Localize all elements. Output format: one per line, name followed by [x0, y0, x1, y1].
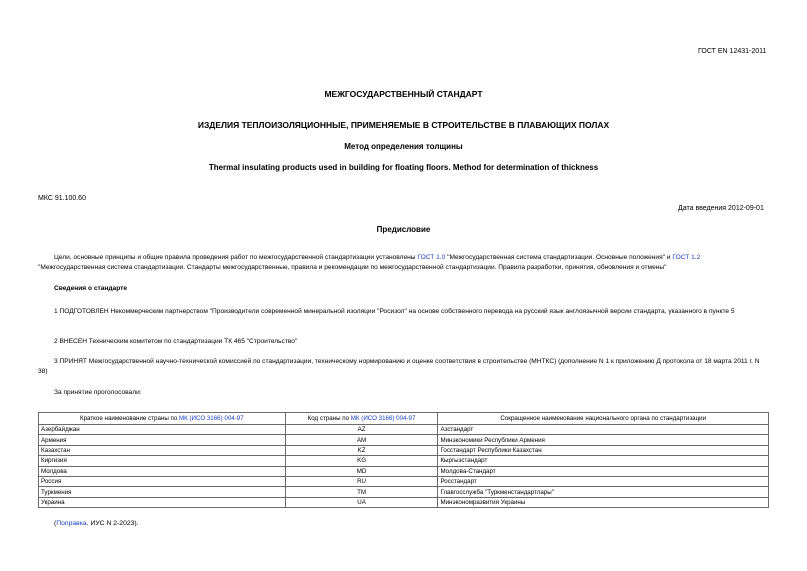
standard-name-ru: ИЗДЕЛИЯ ТЕПЛОИЗОЛЯЦИОННЫЕ, ПРИМЕНЯЕМЫЕ В СТРОИТЕЛЬСТВЕ В ПЛАВАЮЩИХ ПОЛАХ: [197, 120, 610, 130]
preface-text: Цели, основные принципы и общие правила проведения работ по межгосударственной стандартизации установлены: [54, 254, 418, 261]
info-item-1: 1 ПОДГОТОВЛЕН Некоммерческим партнерством "Производители современной минеральной изоляции "Росизол" на основе собственного перевода на русский язык англоязычной версии стандарта, указанного в пункте 5: [54, 308, 735, 315]
amendment-text: . ИУС N 2-2023).: [86, 520, 139, 527]
header-text: Краткое наименование страны по: [79, 415, 179, 422]
table-row: [39, 425, 769, 435]
voting-states-table: [38, 412, 769, 508]
body-cell: Главгосслужба "Туркменстандартлары": [438, 487, 769, 497]
table-row: [39, 466, 769, 476]
table-row: [39, 476, 769, 486]
amendment-open-paren: (: [54, 520, 57, 527]
preface-text: "Межгосударственная система стандартизации. Стандарты межгосударственные, правила и рекомендации по межгосударственной стандартизации. Правила разработки, принятия, обновления и отмены": [38, 264, 667, 271]
table-row: [39, 487, 769, 497]
country-cell: Киргизия: [39, 456, 286, 466]
mks-code: МКС 91.100.60: [38, 195, 86, 202]
code-cell: KZ: [285, 445, 438, 455]
effective-date: Дата введения 2012-09-01: [678, 205, 764, 212]
country-cell: Молдова: [39, 466, 286, 476]
method-title: Метод определения толщины: [344, 142, 463, 151]
gost-1-0-link[interactable]: ГОСТ 1.0: [417, 254, 446, 261]
body-cell: Кыргызстандарт: [438, 456, 769, 466]
code-cell: TM: [285, 487, 438, 497]
body-cell: Росстандарт: [438, 476, 769, 486]
country-cell: Украина: [39, 497, 286, 507]
preface-text: "Межгосударственная система стандартизации. Основные положения" и: [445, 254, 673, 261]
col-header-code: [285, 413, 438, 425]
country-cell: Туркмения: [39, 487, 286, 497]
amendment-link[interactable]: Поправка: [56, 520, 87, 527]
col-header-country: [39, 413, 286, 425]
standard-info-heading: Сведения о стандарте: [54, 285, 128, 292]
preface-paragraph: [38, 253, 769, 273]
body-cell: Молдова-Стандарт: [438, 466, 769, 476]
code-cell: AM: [285, 435, 438, 445]
body-cell: Минэкономики Республики Армения: [438, 435, 769, 445]
table-row: [39, 497, 769, 507]
standard-category-title: МЕЖГОСУДАРСТВЕННЫЙ СТАНДАРТ: [324, 89, 483, 99]
body-cell: Госстандарт Республики Казахстан: [438, 445, 769, 455]
voted-label: За принятие проголосовали:: [54, 389, 142, 396]
country-cell: Армения: [39, 435, 286, 445]
code-cell: UA: [285, 497, 438, 507]
col-header-body: Сокращенное наименование национального органа по стандартизации: [438, 413, 769, 425]
body-cell: Азстандарт: [438, 425, 769, 435]
code-cell: MD: [285, 466, 438, 476]
info-item-2: 2 ВНЕСЕН Техническим комитетом по стандартизации ТК 465 "Строительство": [54, 338, 298, 345]
document-id: ГОСТ EN 12431-2011: [698, 48, 767, 55]
header-text: Код страны по: [307, 415, 351, 422]
table-header-row: [39, 413, 769, 425]
table-row: [39, 435, 769, 445]
code-cell: AZ: [285, 425, 438, 435]
country-cell: Казахстан: [39, 445, 286, 455]
standard-name-en: Thermal insulating products used in building for floating floors. Method for determination of thickness: [208, 163, 599, 172]
country-cell: Азербайджан: [39, 425, 286, 435]
mk-iso-link[interactable]: МК (ИСО 3166) 004-97: [179, 415, 244, 422]
country-cell: Россия: [39, 476, 286, 486]
gost-1-2-link[interactable]: ГОСТ 1.2: [672, 254, 701, 261]
preface-heading: Предисловие: [376, 225, 431, 234]
info-item-3: 3 ПРИНЯТ Межгосударственной научно-технической комиссией по стандартизации, техническому нормированию и оценке соответствия в строительстве (МНТКС) (дополнение N 1 к приложению Д протокола от 18 марта 2011 г. N 38): [38, 358, 760, 375]
table-row: [39, 445, 769, 455]
body-cell: Минэкономразвития Украины: [438, 497, 769, 507]
mk-iso-link[interactable]: МК (ИСО 3166) 004-97: [350, 415, 416, 422]
amendment-note: [54, 520, 139, 527]
code-cell: KG: [285, 456, 438, 466]
code-cell: RU: [285, 476, 438, 486]
table-row: [39, 456, 769, 466]
